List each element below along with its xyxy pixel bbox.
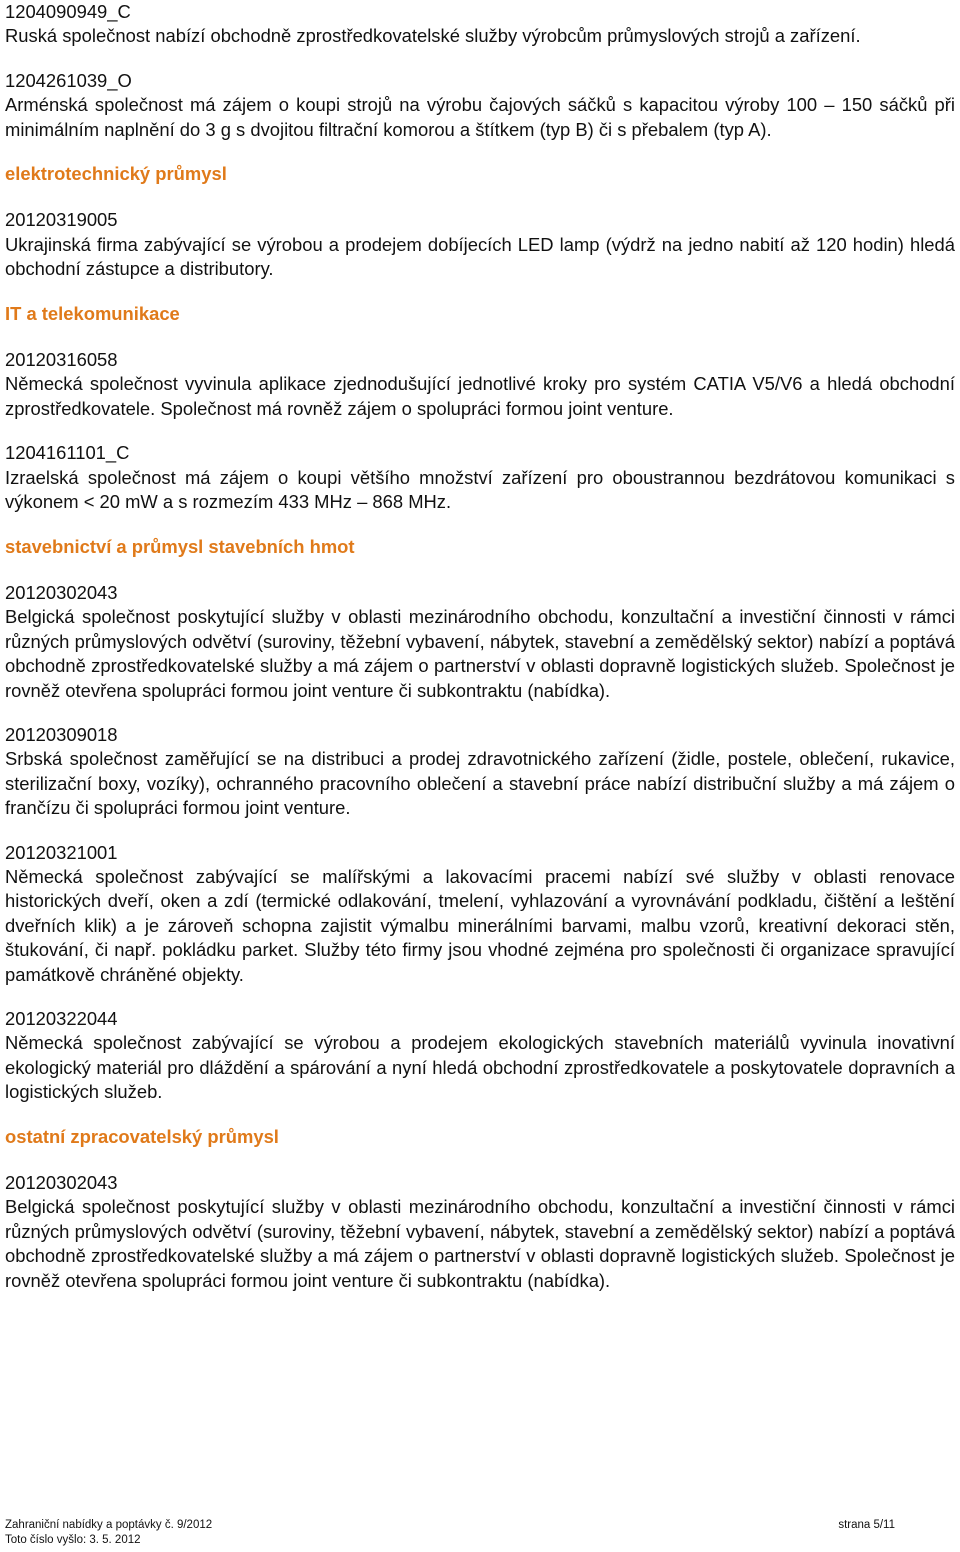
offer-entry (5, 69, 955, 142)
entry-id: 1204161101_C (5, 442, 130, 464)
entry-text: Ruská společnost nabízí obchodně zprostředkovatelské služby výrobcům průmyslových strojů a zařízení. (5, 25, 861, 47)
entry-id: 1204090949_C (5, 1, 131, 22)
entry-id: 20120321001 (5, 841, 118, 863)
section-heading-electrotechnical: elektrotechnický průmysl (5, 163, 227, 185)
offer-entry (5, 841, 955, 987)
entry-id: 20120319005 (5, 209, 118, 231)
offer-entry (5, 348, 955, 421)
offer-entry (5, 0, 955, 49)
entry-id: 1204261039_O (5, 69, 132, 91)
offer-entry (5, 1171, 955, 1293)
offer-entry (5, 723, 955, 821)
footer-issue-date: Toto číslo vyšlo: 3. 5. 2012 (5, 1534, 141, 1546)
offer-entry (5, 581, 955, 703)
entry-text: Německá společnost zabývající se výrobou a prodejem ekologických stavebních materiálů vyvinula inovativní ekologický materiál pro dláždění a spárování a nyní hledá obchodní zprostředkovatele a poskytovatele dopravních a logistických služeb. (5, 1032, 955, 1103)
offer-entry (5, 441, 955, 514)
footer-publication: Zahraniční nabídky a poptávky č. 9/2012 (5, 1519, 213, 1531)
section-heading-other-manufacturing: ostatní zpracovatelský průmysl (5, 1125, 279, 1147)
entry-id: 20120302043 (5, 1172, 118, 1194)
entry-text: Srbská společnost zaměřující se na distribuci a prodej zdravotnického zařízení (židle, postele, oblečení, rukavice, sterilizační boxy, vozíky), ochranného pracovního oblečení a stavební práce nabízí distribuční služby a má zájem o frančízu či spolupráci formou joint venture. (5, 748, 955, 819)
entry-id: 20120322044 (5, 1008, 118, 1029)
entry-text: Německá společnost vyvinula aplikace zjednodušující jednotlivé kroky pro systém CATIA V5/V6 a hledá obchodní zprostředkovatele. Společnost má rovněž zájem o spolupráci formou joint venture. (5, 373, 955, 419)
entry-text: Belgická společnost poskytující služby v oblasti mezinárodního obchodu, konzultační a investiční činnosti v rámci různých průmyslových odvětví (suroviny, těžební vybavení, nábytek, stavební a zemědělský sektor) nabízí a poptává obchodně zprostředkovatelské služby a má zájem o partnerství v oblasti dopravně logistických služeb. Společnost je rovněž otevřena spolupráci formou joint venture či subkontraktu (nabídka). (5, 606, 955, 701)
offer-entry (5, 208, 955, 281)
entry-id: 20120316058 (5, 349, 118, 371)
document-body (5, 0, 955, 1293)
footer-page-number: strana 5/11 (838, 1519, 895, 1531)
offer-entry (5, 1007, 955, 1105)
entry-id: 20120309018 (5, 723, 118, 745)
entry-text: Ukrajinská firma zabývající se výrobou a prodejem dobíjecích LED lamp (výdrž na jedno nabití až 120 hodin) hledá obchodní zástupce a distributory. (5, 233, 955, 280)
section-heading-construction: stavebnictví a průmysl stavebních hmot (5, 535, 355, 557)
entry-id: 20120302043 (5, 581, 118, 603)
entry-text: Německá společnost zabývající se malířskými a lakovacími pracemi nabízí své služby v oblasti renovace historických dveří, oken a zdí (termické odlakování, tmelení, vyhlazování a vyrovnávání podkladu, čištění a leštění dveřních klik) a je zároveň schopna zajistit výmalbu minerálními barvami, malbu vzorů, kreativní dekoraci stěn, štukování, či např. pokládku parket. Služby této firmy jsou vhodné zejména pro společnosti či organizace spravující památkově chráněné objekty. (5, 865, 955, 985)
entry-text: Arménská společnost má zájem o koupi strojů na výrobu čajových sáčků s kapacitou výroby 100 – 150 sáčků při minimálním naplnění do 3 g s dvojitou filtrační komorou a štítkem (typ B) či s přebalem (typ A). (5, 94, 955, 140)
page-footer (5, 1518, 895, 1548)
entry-text: Belgická společnost poskytující služby v oblasti mezinárodního obchodu, konzultační a investiční činnosti v rámci různých průmyslových odvětví (suroviny, těžební vybavení, nábytek, stavební a zemědělský sektor) nabízí a poptává obchodně zprostředkovatelské služby a má zájem o partnerství v oblasti dopravně logistických služeb. Společnost je rovněž otevřena spolupráci formou joint venture či subkontraktu (nabídka). (5, 1196, 955, 1291)
entry-text: Izraelská společnost má zájem o koupi většího množství zařízení pro oboustrannou bezdrátovou komunikaci s výkonem < 20 mW a s rozmezím 433 MHz – 868 MHz. (5, 466, 955, 513)
section-heading-it: IT a telekomunikace (5, 302, 180, 324)
